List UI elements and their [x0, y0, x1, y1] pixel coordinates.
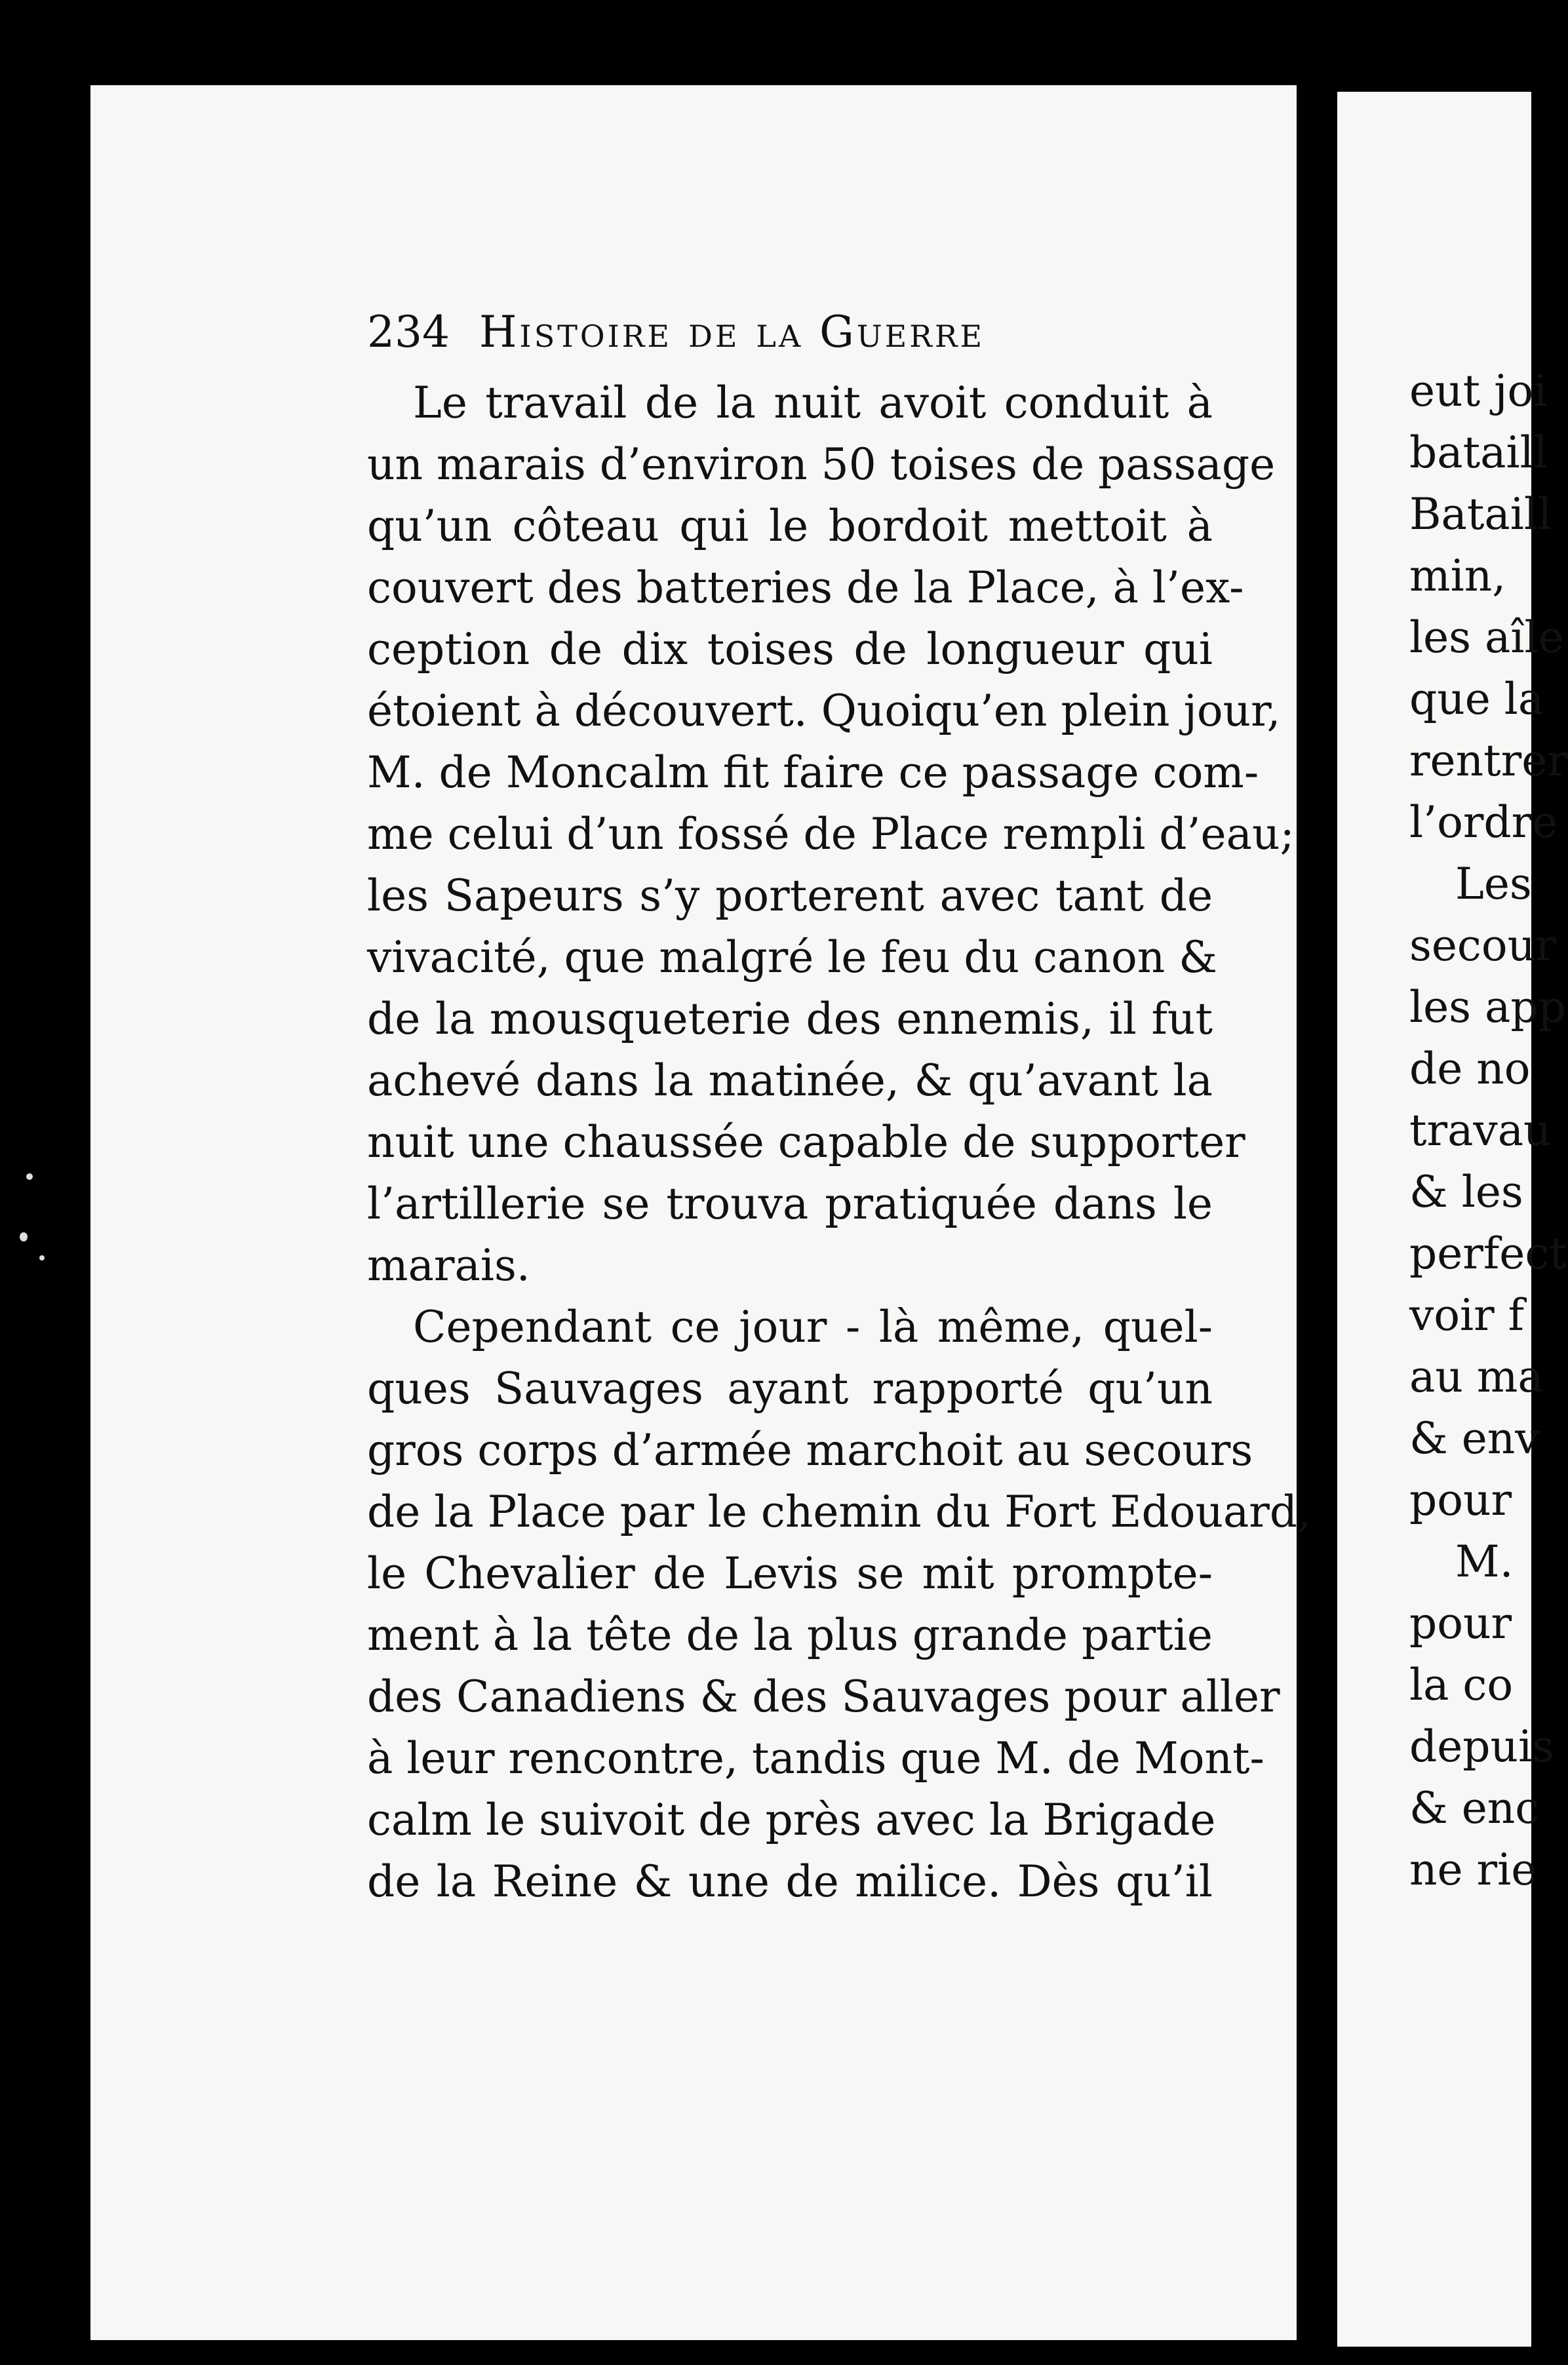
text-line: de la Reine & une de milice. Dès qu’il	[367, 1856, 1213, 1907]
facing-text-line: & enc	[1409, 1783, 1540, 1833]
text-line: ques Sauvages ayant rapporté qu’un	[367, 1363, 1213, 1414]
facing-text-line: Bataill	[1409, 489, 1552, 539]
text-line: ment à la tête de la plus grande partie	[367, 1610, 1213, 1660]
running-title: Histoire de la Guerre	[479, 307, 985, 357]
facing-text-line: depuis	[1409, 1721, 1555, 1772]
text-line: vivacité, que malgré le feu du canon &	[367, 932, 1217, 983]
text-line: me celui d’un fossé de Place rempli d’eau;	[367, 809, 1295, 859]
text-line: ception de dix toises de longueur qui	[367, 624, 1213, 674]
text-line: l’artillerie se trouva pratiquée dans le	[367, 1179, 1213, 1229]
facing-text-line: la co	[1409, 1660, 1514, 1710]
facing-text-line: ne rie	[1409, 1845, 1537, 1895]
facing-text-line: secour	[1409, 920, 1556, 971]
margin-speck	[39, 1255, 45, 1261]
text-line: qu’un côteau qui le bordoit mettoit à	[367, 501, 1213, 551]
text-line: Le travail de la nuit avoit conduit à	[413, 378, 1213, 428]
facing-text-line: rentrer	[1409, 735, 1568, 786]
text-line: couvert des batteries de la Place, à l’ex-	[367, 562, 1244, 613]
text-line: nuit une chaussée capable de supporter	[367, 1117, 1245, 1167]
facing-text-line: l’ordre	[1409, 797, 1558, 848]
page-number: 234	[367, 307, 450, 357]
facing-text-line: voir f	[1409, 1290, 1525, 1340]
text-line: les Sapeurs s’y porterent avec tant de	[367, 870, 1213, 921]
facing-text-line: travau	[1409, 1105, 1552, 1156]
text-line: Cependant ce jour - là même, quel-	[413, 1302, 1213, 1352]
running-header	[367, 307, 1213, 366]
facing-text-line: & les	[1409, 1167, 1523, 1217]
text-line: achevé dans la matinée, & qu’avant la	[367, 1055, 1213, 1106]
facing-text-line: les app	[1409, 982, 1566, 1032]
facing-text-line: les aîle	[1409, 612, 1564, 663]
facing-page-text	[1409, 361, 1568, 1901]
body-text	[367, 372, 1312, 1913]
text-line: gros corps d’armée marchoit au secours	[367, 1425, 1253, 1476]
margin-speck	[20, 1232, 28, 1241]
text-line: de la mousqueterie des ennemis, il fut	[367, 994, 1213, 1044]
text-line: de la Place par le chemin du Fort Edouard,	[367, 1487, 1312, 1537]
facing-text-line: bataill	[1409, 427, 1548, 478]
facing-text-line: pour	[1409, 1598, 1512, 1649]
text-line: M. de Moncalm fit faire ce passage com-	[367, 747, 1259, 798]
facing-text-line: eut joi	[1409, 366, 1548, 416]
facing-text-line: & env	[1409, 1413, 1540, 1464]
text-line: marais.	[367, 1240, 530, 1291]
facing-text-line: pour	[1409, 1475, 1512, 1525]
text-line: étoient à découvert. Quoiqu’en plein jour,	[367, 686, 1281, 736]
facing-text-line: perfect	[1409, 1228, 1567, 1279]
facing-text-line: au ma	[1409, 1352, 1544, 1402]
facing-text-line: M.	[1455, 1536, 1514, 1587]
text-line: le Chevalier de Levis se mit prompte-	[367, 1548, 1213, 1599]
text-line: calm le suivoit de près avec la Brigade	[367, 1795, 1216, 1845]
facing-text-line: Les	[1455, 859, 1532, 909]
facing-text-line: min,	[1409, 551, 1506, 601]
facing-text-line: que la	[1409, 674, 1544, 724]
text-line: des Canadiens & des Sauvages pour aller	[367, 1671, 1280, 1722]
text-line: un marais d’environ 50 toises de passage	[367, 439, 1276, 490]
facing-text-line: de no	[1409, 1044, 1531, 1094]
margin-speck	[26, 1173, 33, 1180]
text-line: à leur rencontre, tandis que M. de Mont-	[367, 1733, 1264, 1784]
